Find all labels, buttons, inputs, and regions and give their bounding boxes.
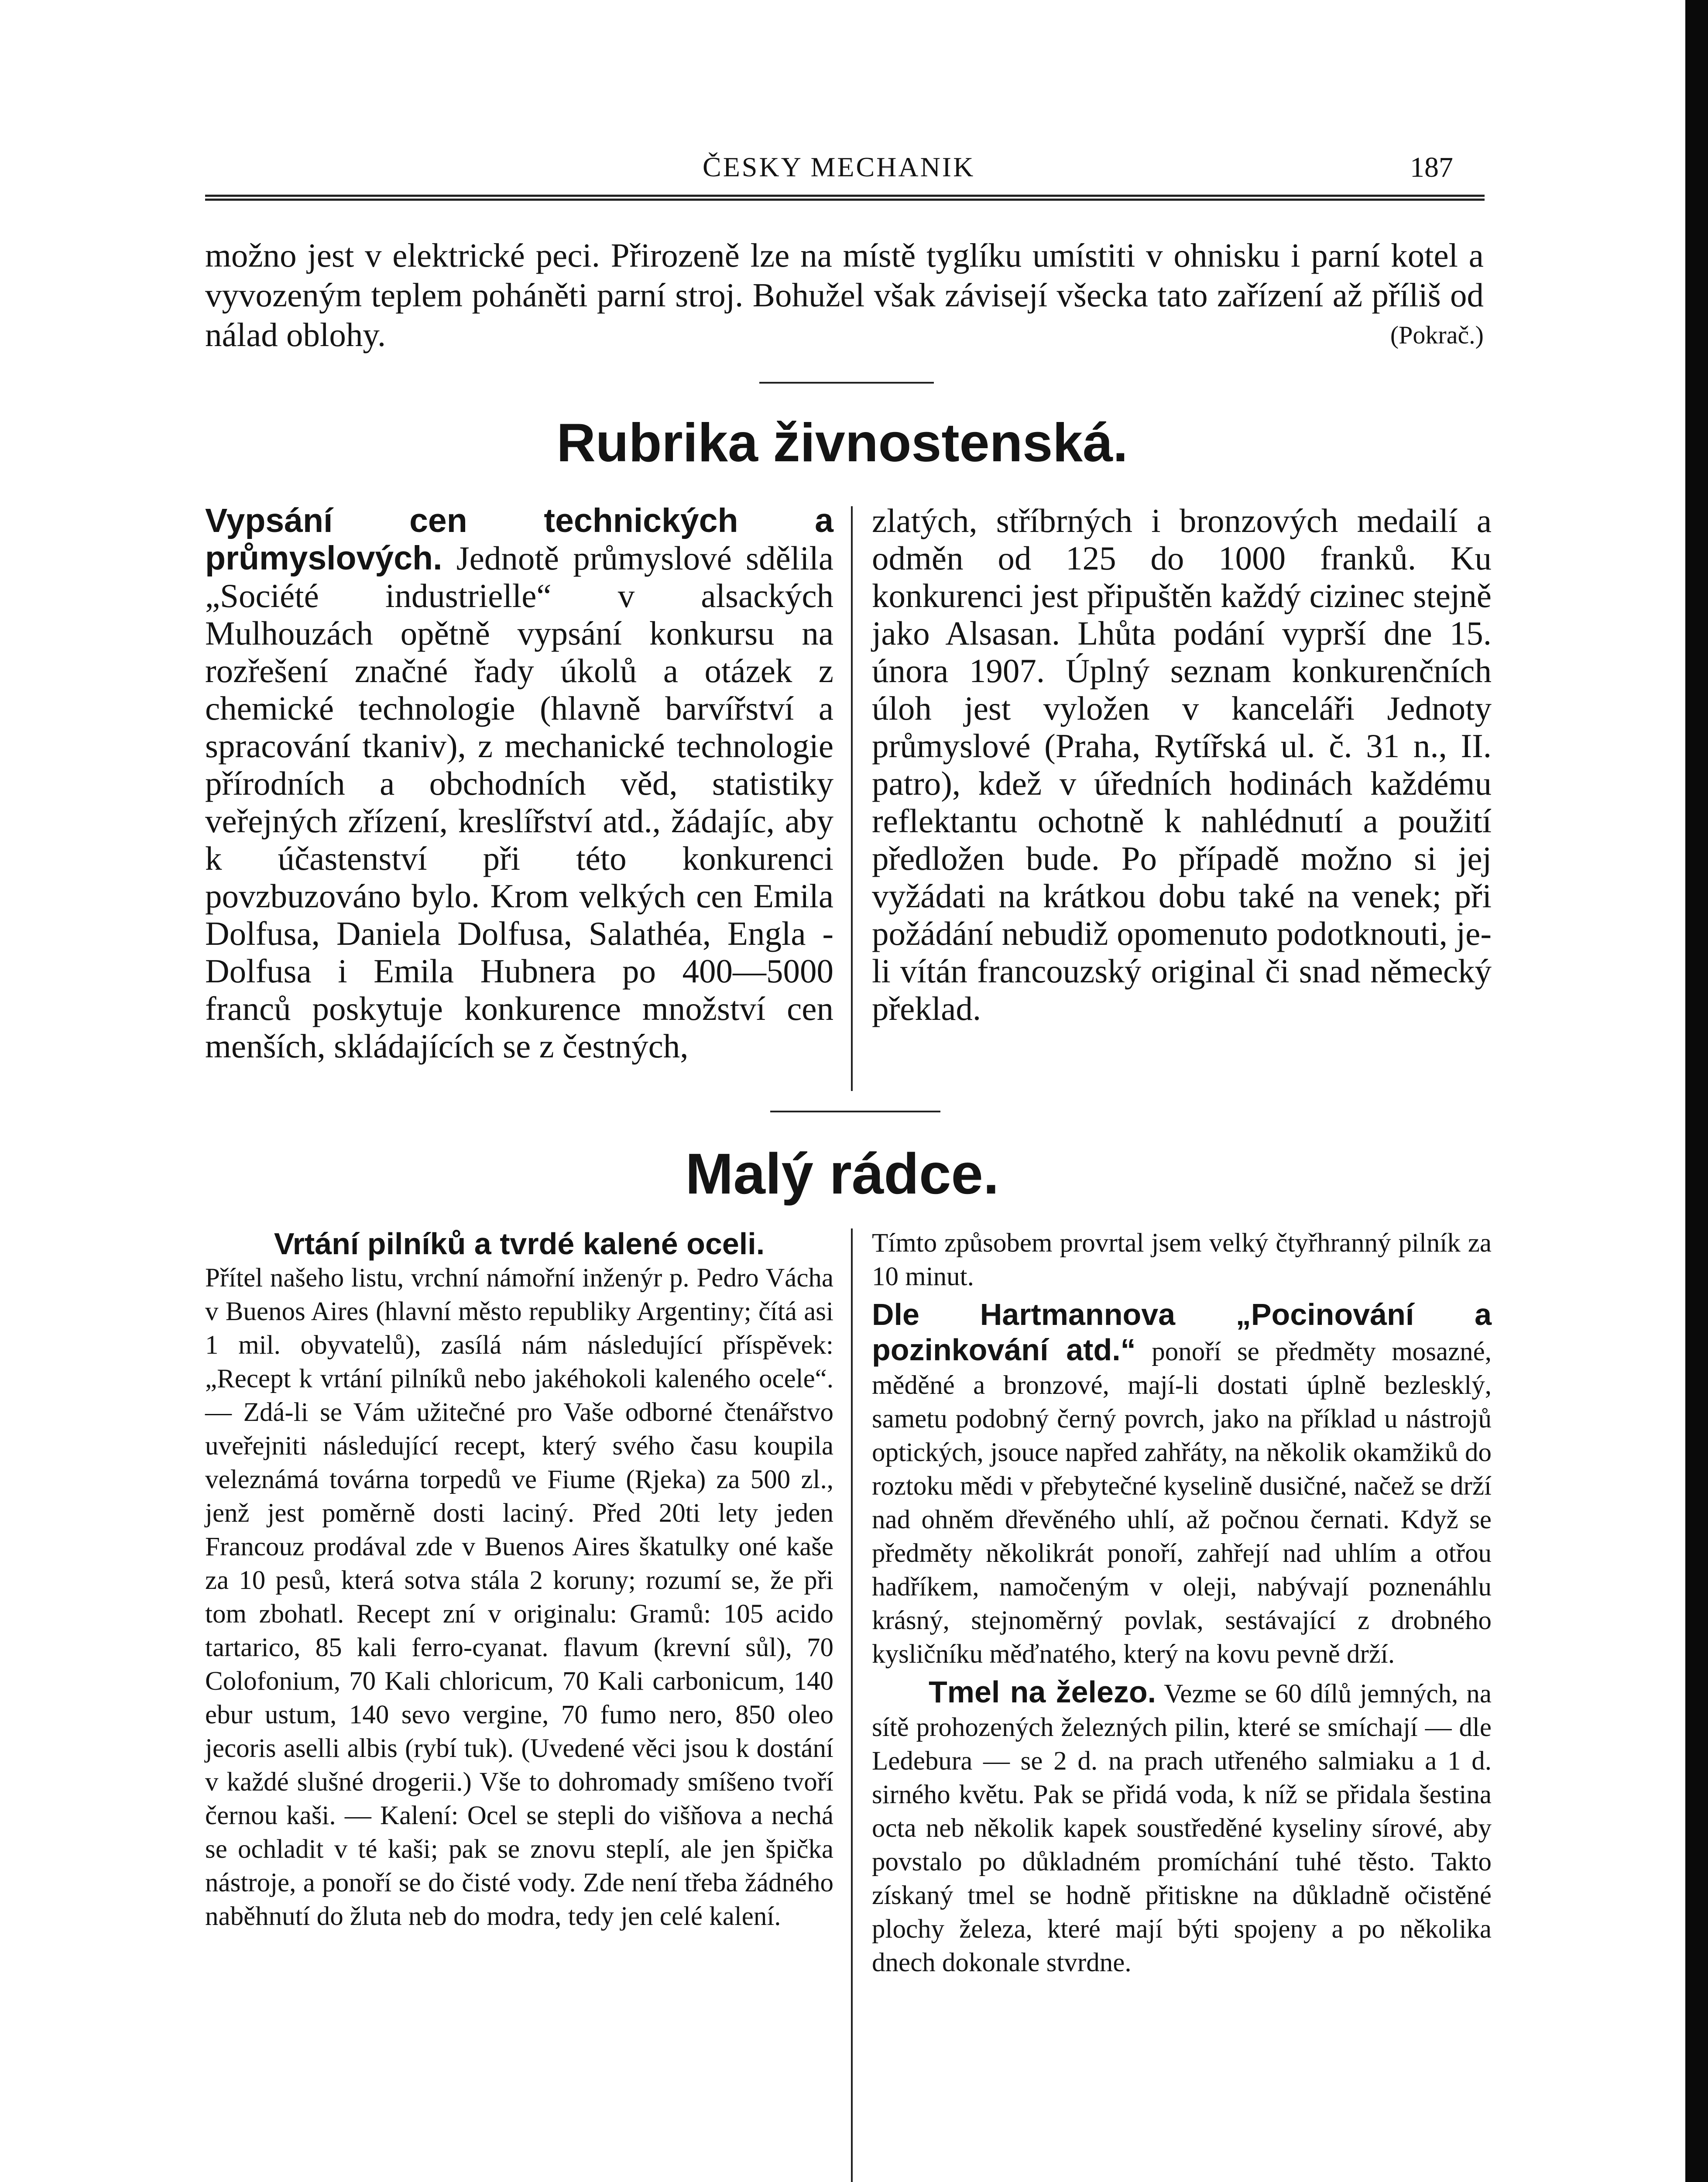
rubrika-lead: Vypsání cen technických a průmyslových. xyxy=(205,502,833,577)
column-divider xyxy=(851,506,853,1091)
intro-paragraph xyxy=(205,236,1484,355)
vrtani-heading: Vrtání pilníků a tvrdé kalené oceli. xyxy=(274,1227,765,1261)
vrtani-ending: Tímto způsobem provrtal jsem velký čtyřhranný pilník za 10 minut. xyxy=(872,1228,1492,1291)
continued-note: (Pokrač.) xyxy=(1390,321,1484,349)
running-header xyxy=(205,151,1453,186)
radce-left-column xyxy=(205,1226,833,1933)
scan-border xyxy=(1685,0,1708,2182)
column-divider xyxy=(851,1228,853,2182)
rubrika-right-column xyxy=(872,502,1492,1027)
radce-right-column xyxy=(872,1226,1492,1980)
section-divider xyxy=(770,1111,940,1112)
rubrika-left-column xyxy=(205,502,833,1065)
pocinovani-text: ponoří se předměty mosazné, měděné a bronzové, mají-li dostati úplně bezlesklý, sametu podobný černý povrch, jako na příklad u nástrojů optických, jsouce napřed zahřáty, na několik okamžiků do roztoku mědi v přebytečné kyselině dusičné, načež se drží nad ohněm dřevěného uhlí, až počnou černati. Když se předměty několikrát ponoří, zahřejí nad uhlím a otřou hadříkem, namočeným v oleji, nabývají poznenáhlu krásný, stejnoměrný povlak, sestávající z drobného kysličníku měďnatého, který na kovu pevně drží. xyxy=(872,1337,1492,1669)
rubrika-right-text: zlatých, stříbrných i bronzových medailí a odměn od 125 do 1000 franků. Ku konkurenci jest připuštěn každý cizinec stejně jako Alsasan. Lhůta podání vyprší dne 15. února 1907. Úplný seznam konkurenčních úloh jest vyložen v kanceláři Jednoty průmyslové (Praha, Rytířská ul. č. 31 n., II. patro), kdež v úředních hodinách každému reflektantu ochotně k nahlédnutí a použití předložen bude. Po případě možno si jej vyžádati na krátkou dobu také na venek; při požádání nebudiž opomenuto podotknouti, je-li vítán francouzský original či snad německý překlad. xyxy=(872,502,1492,1027)
journal-title: ČESKY MECHANIK xyxy=(703,151,975,182)
intro-text: možno jest v elektrické peci. Přirozeně lze na místě tyglíku umístiti v ohnisku i parní kotel a vyvozeným teplem poháněti parní stroj. Bohužel však závisejí všecka tato zařízení až příliš od nálad oblohy. xyxy=(205,237,1484,353)
tmel-text: Vezme se 60 dílů jemných, na sítě prohozených železných pilin, které se smíchají — dle Ledebura — se 2 d. na prach utřeného salmiaku a 1 d. sirného květu. Pak se přidá voda, k níž se přidala šestina octa neb několik kapek soustředěné kyseliny sírové, aby povstalo po důkladném promíchání tuhé těsto. Takto získaný tmel se hodně přitiskne na důkladně očistěné plochy železa, které mají býti spojeny a po několika dnech dokonale stvrdne. xyxy=(872,1679,1492,1977)
pocinovani-heading: Dle Hartmannova „Pocinování a pozinkování atd.“ xyxy=(872,1297,1492,1367)
section-title-rubrika: Rubrika živnostenská. xyxy=(556,413,1128,473)
page-number: 187 xyxy=(1410,151,1453,183)
section-title-radce: Malý rádce. xyxy=(685,1142,999,1206)
tmel-heading: Tmel na železo. xyxy=(929,1675,1156,1709)
header-rule xyxy=(205,195,1485,201)
rubrika-left-text: Jednotě průmyslové sdělila „Société industrielle“ v alsackých Mulhouzách opětně vypsání konkursu na rozřešení značné řady úkolů a otázek z chemické technologie (hlavně barvířství a spracování tkaniv), z mechanické technologie přírodních a obchodních věd, statistiky veřejných zřízení, kreslířství atd., žádajíc, aby k účastenství při této konkurenci povzbuzováno bylo. Krom velkých cen Emila Dolfusa, Daniela Dolfusa, Salathéa, Engla - Dolfusa i Emila Hubnera po 400—5000 franců poskytuje konkurence množství cen menších, skládajících se z čestných, xyxy=(205,539,834,1065)
section-divider xyxy=(759,382,934,384)
vrtani-text: Přítel našeho listu, vrchní námořní inženýr p. Pedro Vácha v Buenos Aires (hlavní město republiky Argentiny; čítá asi 1 mil. obyvatelů), zasílá nám následující příspěvek: „Recept k vrtání pilníků nebo jakéhokoli kaleného ocele“. — Zdá-li se Vám užitečné pro Vaše odborné čtenářstvo uveřejniti následující recept, který svého času koupila veleznámá továrna torpedů ve Fiume (Rjeka) za 500 zl., jenž jest poměrně dosti laciný. Před 20ti lety jeden Francouz prodával zde v Buenos Aires škatulky oné kaše za 10 pesů, která sotva stála 2 koruny; rozumí se, že při tom zbohatl. Recept zní v originalu: Gramů: 105 acido tartarico, 85 kali ferro-cyanat. flavum (krevní sůl), 70 Colofonium, 70 Kali chloricum, 70 Kali carbonicum, 140 ebur ustum, 140 sevo vergine, 70 fumo nero, 850 oleo jecoris aselli albis (rybí tuk). (Uvedené věci jsou k dostání v každé slušné drogerii.) Vše to dohromady smíšeno tvoří černou kaši. — Kalení: Ocel se stepli do višňova a nechá se ochladit v té kaši; pak se znovu steplí, ale jen špička nástroje, a ponoří se do čisté vody. Zde není třeba žádného naběhnutí do žluta neb do modra, tedy jen celé kalení. xyxy=(205,1263,833,1931)
